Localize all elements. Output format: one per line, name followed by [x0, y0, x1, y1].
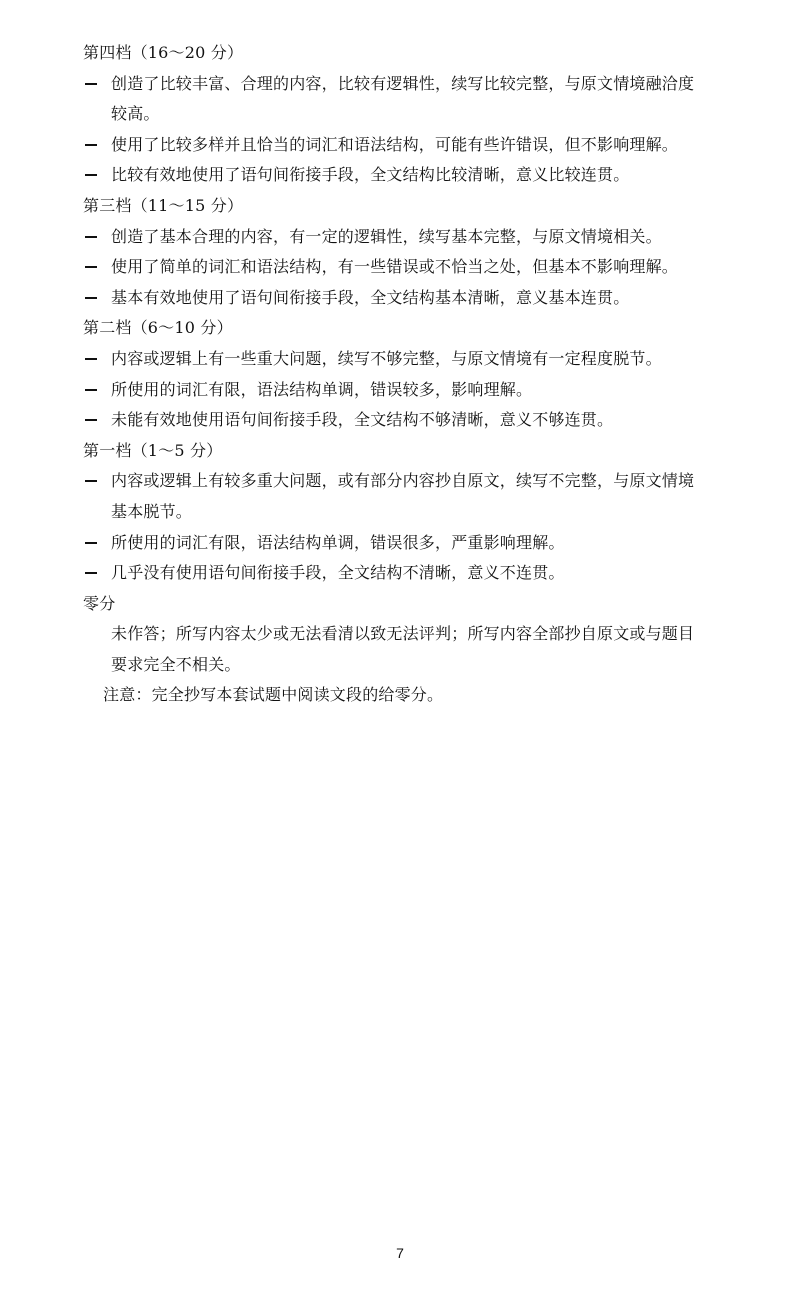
criterion-text: 内容或逻辑上有一些重大问题，续写不够完整，与原文情境有一定程度脱节。 [111, 348, 662, 368]
rubric-page [83, 38, 773, 711]
criterion-text: 创造了基本合理的内容，有一定的逻辑性，续写基本完整，与原文情境相关。 [111, 226, 662, 246]
criterion-item [83, 222, 773, 253]
criterion-item [83, 252, 773, 283]
criterion-text: 几乎没有使用语句间衔接手段，全文结构不清晰，意义不连贯。 [111, 563, 565, 583]
criterion-item [83, 528, 773, 559]
dash-bullet-icon [85, 480, 97, 482]
criterion-item [83, 466, 773, 527]
zero-score-description: 未作答；所写内容太少或无法看清以致无法评判；所写内容全部抄自原文或与题目 [111, 624, 695, 644]
criterion-text: 所使用的词汇有限，语法结构单调，错误很多，严重影响理解。 [111, 532, 565, 552]
dash-bullet-icon [85, 297, 97, 299]
criterion-text: 创造了比较丰富、合理的内容，比较有逻辑性，续写比较完整，与原文情境融洽度 [111, 73, 695, 93]
criterion-text: 使用了简单的词汇和语法结构，有一些错误或不恰当之处，但基本不影响理解。 [111, 257, 679, 277]
zero-score-description-continued: 要求完全不相关。 [111, 654, 241, 674]
dash-bullet-icon [85, 83, 97, 85]
scoring-note: 注意：完全抄写本套试题中阅读文段的给零分。 [103, 685, 444, 705]
criterion-text: 使用了比较多样并且恰当的词汇和语法结构，可能有些许错误，但不影响理解。 [111, 134, 679, 154]
section-heading: 第四档（16～20 分） [83, 43, 244, 62]
section-zero-score [83, 589, 773, 681]
dash-bullet-icon [85, 236, 97, 238]
dash-bullet-icon [85, 542, 97, 544]
dash-bullet-icon [85, 174, 97, 176]
criterion-item [83, 283, 773, 314]
criterion-text-continued: 较高。 [111, 104, 160, 124]
section-grade-4 [83, 38, 773, 191]
dash-bullet-icon [85, 266, 97, 268]
criterion-item [83, 558, 773, 589]
dash-bullet-icon [85, 389, 97, 391]
section-grade-2 [83, 313, 773, 435]
criterion-text: 基本有效地使用了语句间衔接手段，全文结构基本清晰，意义基本连贯。 [111, 287, 630, 307]
dash-bullet-icon [85, 419, 97, 421]
section-heading: 第一档（1～5 分） [83, 440, 223, 460]
criterion-text: 比较有效地使用了语句间衔接手段，全文结构比较清晰，意义比较连贯。 [111, 165, 630, 185]
criterion-item [83, 405, 773, 436]
criterion-item [83, 344, 773, 375]
criterion-item [83, 130, 773, 161]
criterion-text: 所使用的词汇有限，语法结构单调，错误较多，影响理解。 [111, 379, 533, 399]
criterion-item [83, 160, 773, 191]
criterion-text: 未能有效地使用语句间衔接手段，全文结构不够清晰，意义不够连贯。 [111, 410, 614, 430]
section-grade-1 [83, 436, 773, 589]
dash-bullet-icon [85, 572, 97, 574]
section-heading: 第三档（11～15 分） [83, 195, 244, 215]
criterion-text-continued: 基本脱节。 [111, 501, 193, 521]
page-number: 7 [396, 1245, 404, 1261]
criterion-item [83, 69, 773, 130]
dash-bullet-icon [85, 144, 97, 146]
section-heading: 第二档（6～10 分） [83, 318, 233, 338]
criterion-text: 内容或逻辑上有较多重大问题，或有部分内容抄自原文，续写不完整，与原文情境 [111, 471, 695, 491]
section-grade-3 [83, 191, 773, 313]
dash-bullet-icon [85, 358, 97, 360]
section-heading: 零分 [83, 593, 116, 613]
criterion-item [83, 375, 773, 406]
